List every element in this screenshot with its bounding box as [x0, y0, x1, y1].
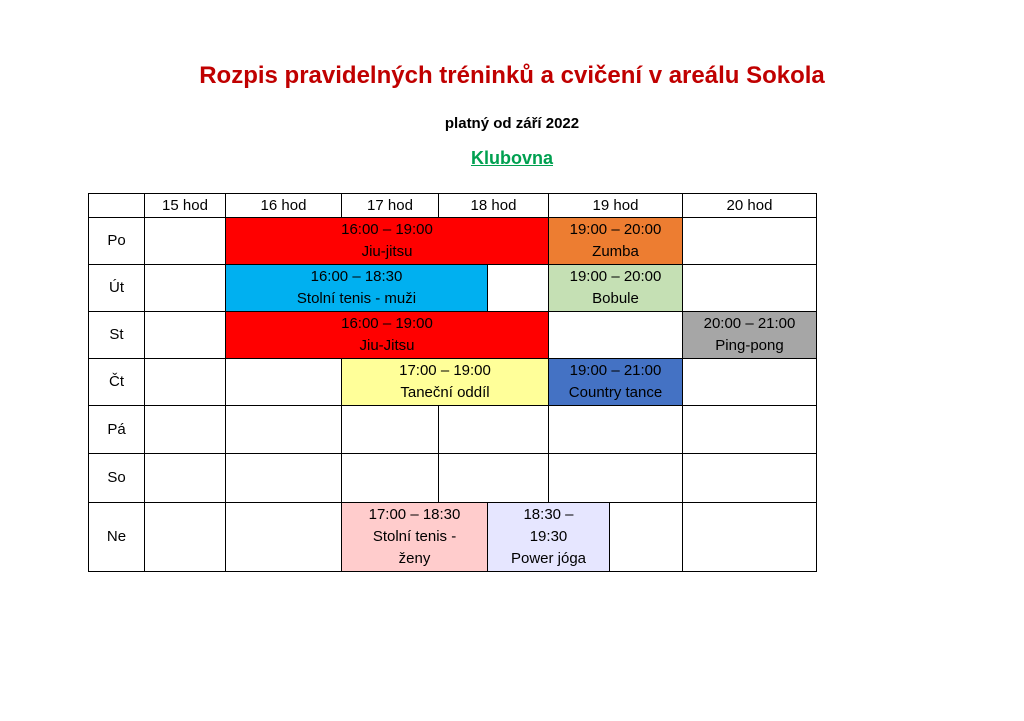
session-name: Bobule: [592, 290, 639, 307]
session-block: [225, 311, 549, 359]
session-name: Country tance: [568, 384, 663, 401]
day-label: [88, 264, 145, 312]
session-block: [487, 502, 610, 572]
empty-cell: [144, 358, 226, 406]
session-time: 16:00 – 19:00: [341, 221, 433, 238]
hour-label: 20 hod: [726, 196, 773, 214]
hour-label: 15 hod: [162, 196, 208, 214]
day-label: [88, 405, 145, 454]
validity-subtitle: platný od září 2022: [444, 115, 580, 132]
session-time: 19:00 – 21:00: [569, 362, 662, 379]
page-title: Rozpis pravidelných tréninků a cvičení v areálu Sokola: [199, 62, 825, 89]
session-time: 17:00 – 19:00: [399, 362, 491, 379]
day-text: Čt: [109, 373, 124, 390]
empty-cell: [438, 405, 549, 454]
empty-cell: [682, 264, 817, 312]
session-time: 16:00 – 19:00: [341, 315, 433, 332]
session-block: [548, 264, 683, 312]
hour-header: [548, 193, 683, 218]
empty-cell: [225, 405, 342, 454]
hour-header: [438, 193, 549, 218]
empty-cell: [225, 358, 342, 406]
session-line: Stolní tenis -: [372, 528, 457, 545]
empty-cell: [144, 311, 226, 359]
session-line: 18:30 –: [523, 506, 574, 523]
empty-cell: [438, 453, 549, 503]
day-text: Ne: [106, 528, 127, 545]
empty-cell: [682, 217, 817, 265]
hour-header: [225, 193, 342, 218]
hour-header: [682, 193, 817, 218]
day-text: St: [109, 326, 124, 343]
session-block: [225, 217, 549, 265]
session-time: 19:00 – 20:00: [569, 221, 662, 238]
day-text: Út: [109, 279, 124, 296]
empty-cell: [144, 264, 226, 312]
empty-cell: [609, 502, 683, 572]
empty-cell: [548, 453, 683, 503]
day-label: [88, 502, 145, 572]
session-time: 20:00 – 21:00: [703, 315, 796, 332]
empty-cell: [682, 405, 817, 454]
session-block: [341, 358, 549, 406]
empty-cell: [682, 358, 817, 406]
session-name: Jiu-jitsu: [361, 243, 413, 260]
session-name: Jiu-Jitsu: [359, 337, 415, 354]
empty-cell: [341, 453, 439, 503]
empty-cell: [341, 405, 439, 454]
hour-label: 19 hod: [592, 196, 639, 214]
corner-cell: [88, 193, 145, 218]
day-text: Po: [107, 232, 126, 249]
session-time: 16:00 – 18:30: [310, 268, 403, 285]
hour-header: [341, 193, 439, 218]
empty-cell: [487, 264, 549, 312]
empty-cell: [225, 502, 342, 572]
session-line: Power jóga: [510, 550, 587, 567]
hour-label: 18 hod: [470, 196, 517, 214]
empty-cell: [682, 502, 817, 572]
empty-cell: [548, 311, 683, 359]
session-name: Stolní tenis - muži: [296, 290, 417, 307]
session-block: [225, 264, 488, 312]
day-label: [88, 358, 145, 406]
empty-cell: [682, 453, 817, 503]
session-name: Ping-pong: [715, 337, 784, 354]
empty-cell: [144, 502, 226, 572]
hour-label: 17 hod: [367, 196, 413, 214]
empty-cell: [144, 217, 226, 265]
day-label: [88, 453, 145, 503]
empty-cell: [144, 405, 226, 454]
session-line: 19:30: [529, 528, 568, 545]
empty-cell: [144, 453, 226, 503]
session-name: Zumba: [592, 243, 639, 260]
day-text: Pá: [107, 420, 126, 438]
hour-label: 16 hod: [260, 196, 307, 214]
session-block: [548, 217, 683, 265]
session-name: Taneční oddíl: [400, 384, 490, 401]
empty-cell: [225, 453, 342, 503]
room-heading: Klubovna: [470, 148, 553, 168]
session-block: [682, 311, 817, 359]
day-label: [88, 311, 145, 359]
day-label: [88, 217, 145, 265]
empty-cell: [548, 405, 683, 454]
session-time: 19:00 – 20:00: [569, 268, 662, 285]
session-line: ženy: [398, 550, 431, 567]
session-block: [548, 358, 683, 406]
session-line: 17:00 – 18:30: [368, 506, 461, 523]
session-block: [341, 502, 488, 572]
hour-header: [144, 193, 226, 218]
day-text: So: [107, 469, 126, 486]
